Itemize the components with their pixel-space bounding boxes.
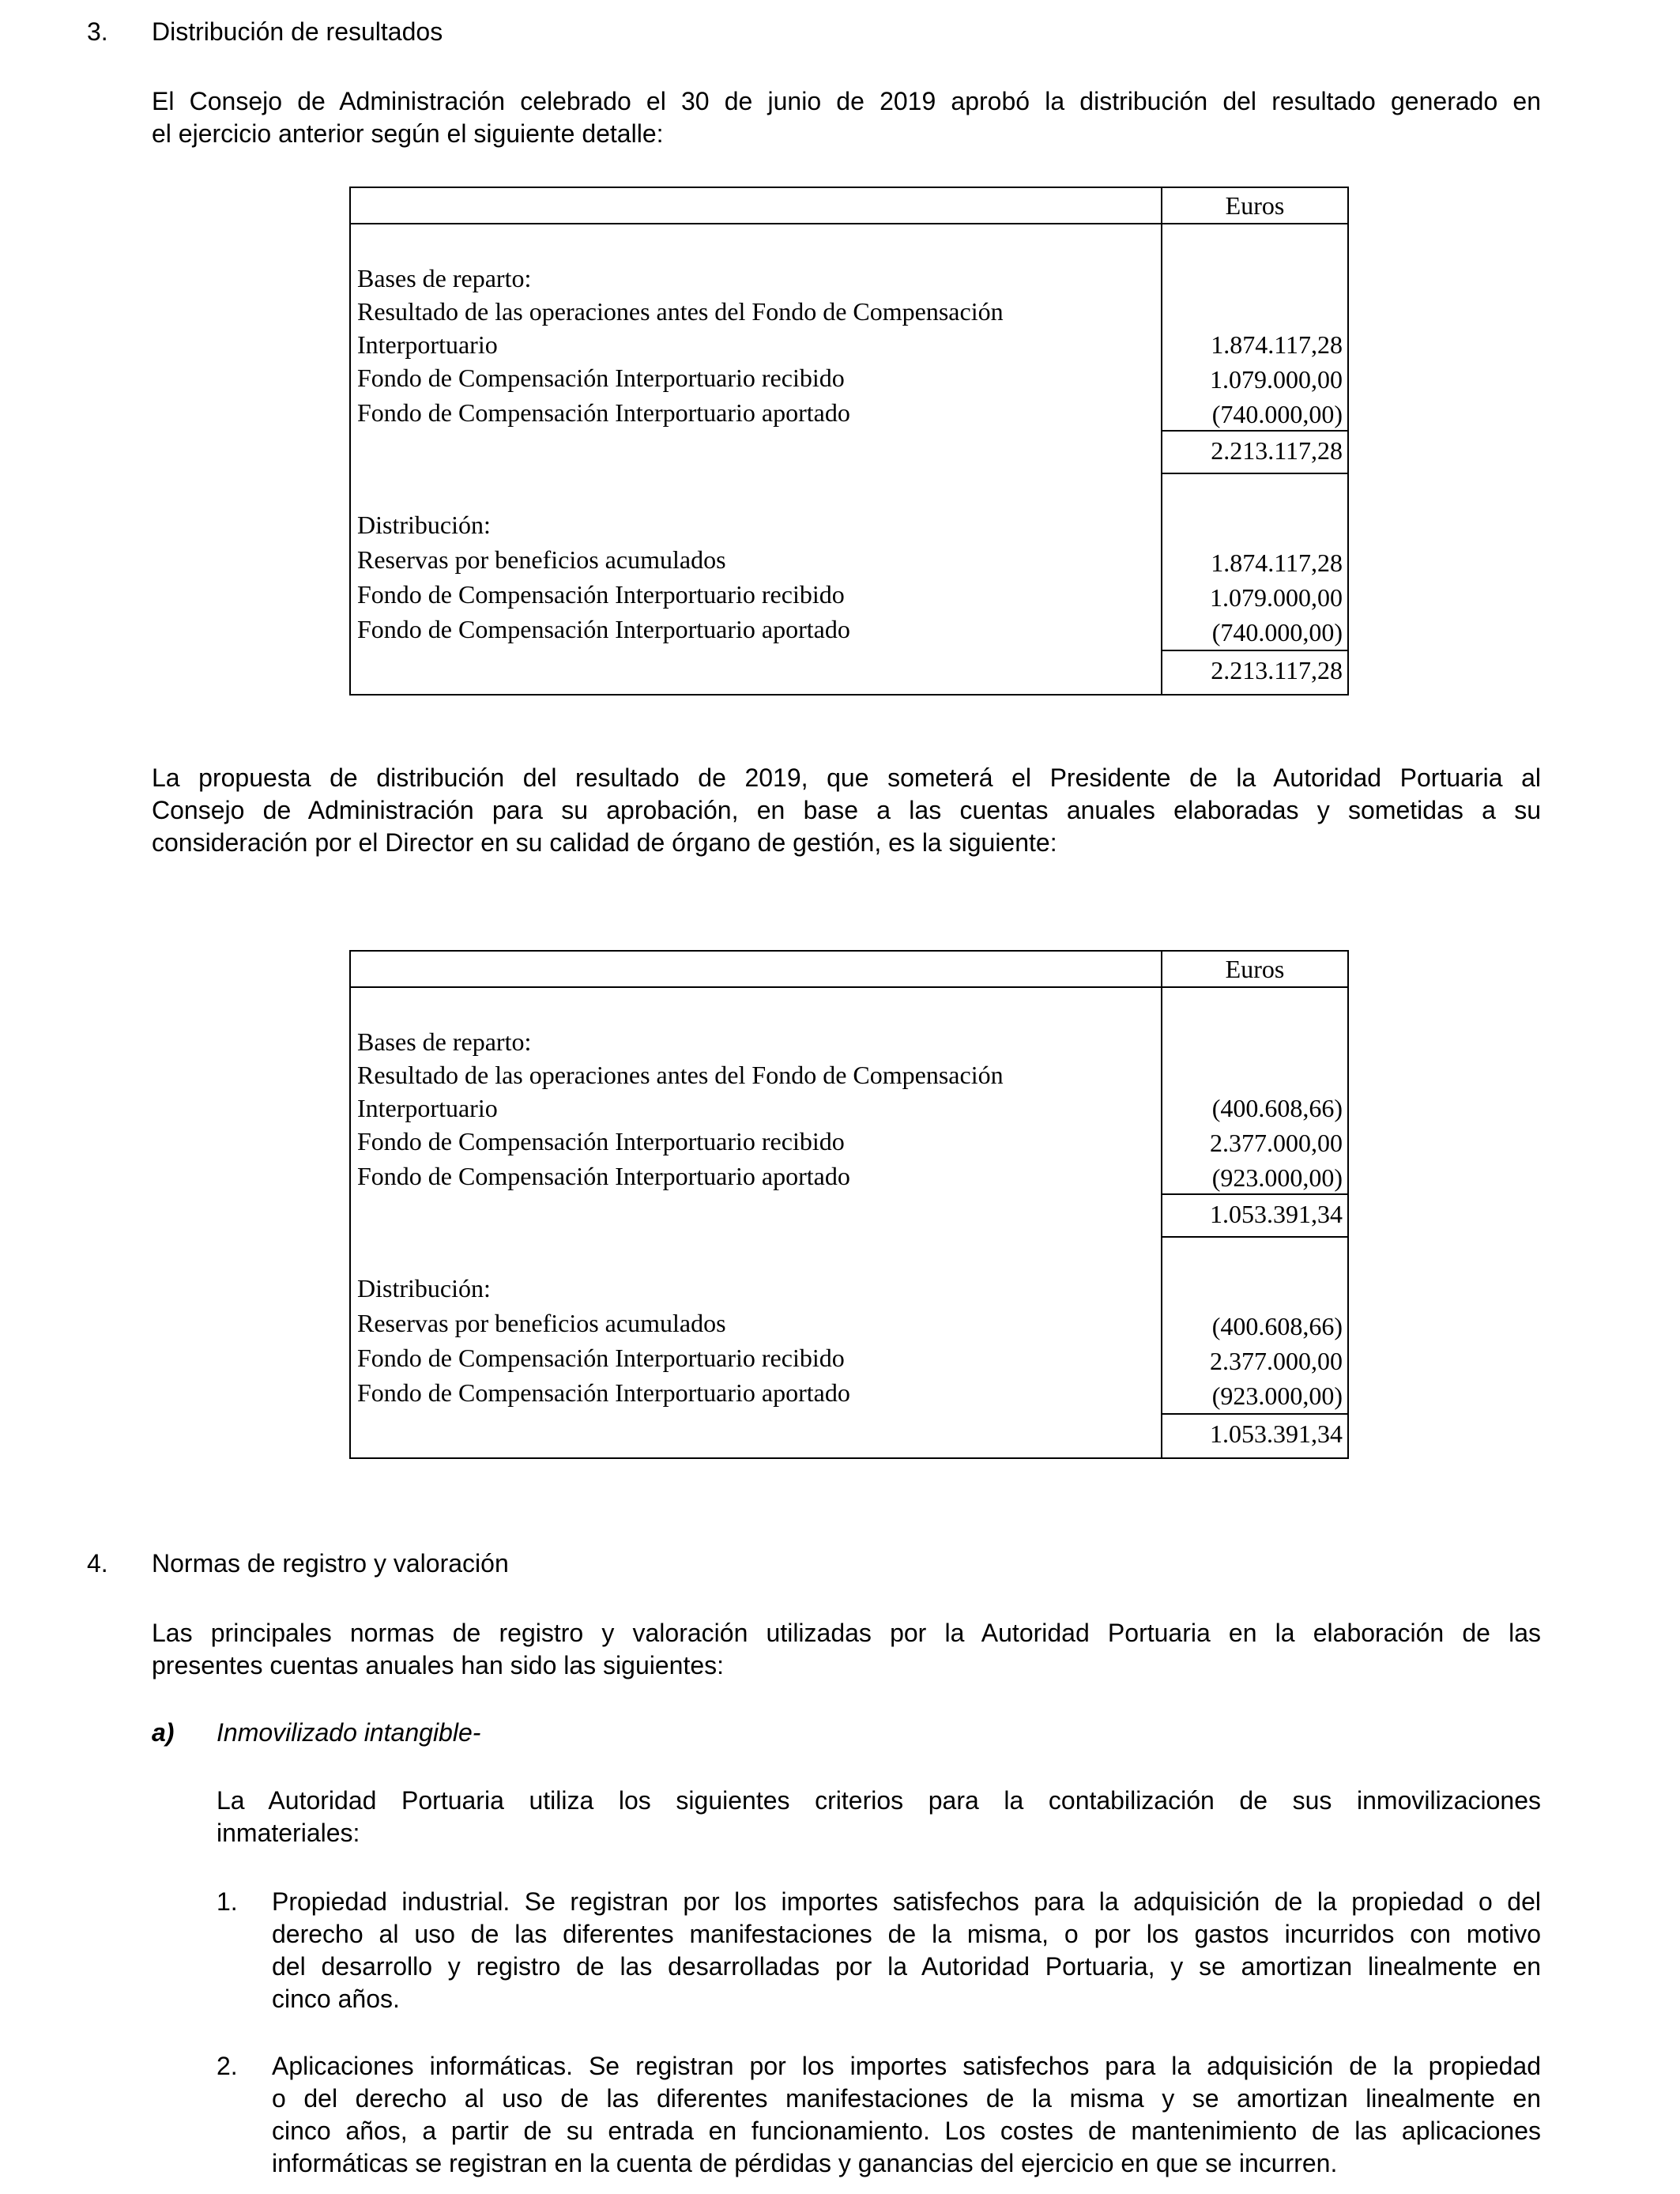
item-a-title: Inmovilizado intangible- <box>217 1718 481 1747</box>
table-row-amount: (400.608,66) <box>1211 1094 1343 1122</box>
paragraph-line: el ejercicio anterior según el siguiente detalle: <box>152 119 664 148</box>
paragraph-line: cinco años. <box>272 1985 400 2013</box>
paragraph-line: La propuesta de distribución del resultado de 2019, que someterá el Presidente de la Autoridad Portuaria al <box>152 763 1541 792</box>
distribution-title: Distribución: <box>357 1274 491 1302</box>
paragraph-line: informáticas se registran en la cuenta de pérdidas y ganancias del ejercicio en que se incurren. <box>272 2149 1338 2177</box>
table-row-amount: (923.000,00) <box>1211 1163 1343 1192</box>
item-a-intro <box>217 1785 1541 1849</box>
table-row-label: Fondo de Compensación Interportuario recibido <box>357 364 845 392</box>
bases-title: Bases de reparto: <box>357 1027 532 1056</box>
distribution-total: 1.053.391,34 <box>1210 1419 1343 1448</box>
paragraph-line: consideración por el Director en su calidad de órgano de gestión, es la siguiente: <box>152 828 1057 857</box>
table-row-amount: 2.377.000,00 <box>1210 1347 1343 1375</box>
bases-total: 2.213.117,28 <box>1211 436 1343 465</box>
table-row-amount: (400.608,66) <box>1211 1312 1343 1340</box>
table-row-amount: 2.377.000,00 <box>1210 1129 1343 1157</box>
table-row-amount: 1.079.000,00 <box>1210 583 1343 612</box>
section-4-intro <box>152 1617 1541 1682</box>
paragraph-line: La Autoridad Portuaria utiliza los siguientes criterios para la contabilización de sus inmovilizaciones <box>217 1786 1541 1815</box>
table-row-label: Fondo de Compensación Interportuario aportado <box>357 1162 850 1190</box>
table-row-amount: (923.000,00) <box>1211 1382 1343 1410</box>
table-row-label: Fondo de Compensación Interportuario aportado <box>357 615 850 643</box>
distribution-table-2018 <box>349 187 1349 696</box>
section-3-intro <box>152 85 1541 150</box>
paragraph-line: cinco años, a partir de su entrada en funcionamiento. Los costes de mantenimiento de las aplicaciones <box>272 2117 1541 2145</box>
table-row-amount: 1.874.117,28 <box>1211 548 1343 577</box>
bases-total: 1.053.391,34 <box>1210 1200 1343 1228</box>
distribution-total: 2.213.117,28 <box>1211 656 1343 684</box>
table-row-label: Interportuario <box>357 330 498 359</box>
table-row-label: Fondo de Compensación Interportuario recibido <box>357 1344 845 1372</box>
table-row-amount: (740.000,00) <box>1211 618 1343 647</box>
section-3-title: Distribución de resultados <box>152 17 443 46</box>
distribution-table-2019 <box>349 950 1349 1459</box>
paragraph-line: Consejo de Administración para su aprobación, en base a las cuentas anuales elaboradas y sometidas a su <box>152 796 1541 824</box>
list-item-number: 1. <box>217 1887 238 1916</box>
table-row-label: Reservas por beneficios acumulados <box>357 545 726 574</box>
paragraph-line: Las principales normas de registro y valoración utilizadas por la Autoridad Portuaria en la elaboración de las <box>152 1619 1541 1647</box>
table-row-label: Fondo de Compensación Interportuario aportado <box>357 1378 850 1407</box>
table-header-euros: Euros <box>1225 191 1285 220</box>
table-header-euros: Euros <box>1225 955 1285 983</box>
list-item <box>272 2050 1541 2180</box>
table-row-amount: (740.000,00) <box>1211 400 1343 428</box>
paragraph-line: del desarrollo y registro de las desarrolladas por la Autoridad Portuaria, y se amortizan linealmente en <box>272 1952 1541 1981</box>
table-row-label: Fondo de Compensación Interportuario aportado <box>357 398 850 427</box>
section-4-title: Normas de registro y valoración <box>152 1549 509 1578</box>
item-a-letter: a) <box>152 1718 175 1747</box>
paragraph-line: El Consejo de Administración celebrado el 30 de junio de 2019 aprobó la distribución del resultado generado en <box>152 87 1541 115</box>
paragraph-line: derecho al uso de las diferentes manifestaciones de la misma, o por los gastos incurridos con motivo <box>272 1920 1541 1948</box>
table-row-label: Fondo de Compensación Interportuario recibido <box>357 1127 845 1155</box>
distribution-title: Distribución: <box>357 511 491 539</box>
table-row-label: Resultado de las operaciones antes del Fondo de Compensación <box>357 1061 1004 1089</box>
paragraph-line: o del derecho al uso de las diferentes manifestaciones de la misma y se amortizan linealmente en <box>272 2084 1541 2113</box>
table-row-label: Fondo de Compensación Interportuario recibido <box>357 580 845 609</box>
paragraph-line: presentes cuentas anuales han sido las siguientes: <box>152 1651 725 1679</box>
table-row-amount: 1.079.000,00 <box>1210 365 1343 394</box>
list-item-number: 2. <box>217 2052 238 2080</box>
paragraph-line: inmateriales: <box>217 1819 360 1847</box>
section-3-proposal <box>152 762 1541 859</box>
paragraph-line: Aplicaciones informáticas. Se registran por los importes satisfechos para la adquisición de la propiedad <box>272 2052 1541 2080</box>
table-row-label: Interportuario <box>357 1094 498 1122</box>
table-row-amount: 1.874.117,28 <box>1211 330 1343 359</box>
bases-title: Bases de reparto: <box>357 264 532 292</box>
table-row-label: Resultado de las operaciones antes del Fondo de Compensación <box>357 297 1004 326</box>
paragraph-line: Propiedad industrial. Se registran por los importes satisfechos para la adquisición de la propiedad o del <box>272 1887 1541 1916</box>
section-4-number: 4. <box>87 1549 108 1578</box>
list-item <box>272 1886 1541 2015</box>
table-row-label: Reservas por beneficios acumulados <box>357 1309 726 1337</box>
section-3-number: 3. <box>87 17 108 46</box>
